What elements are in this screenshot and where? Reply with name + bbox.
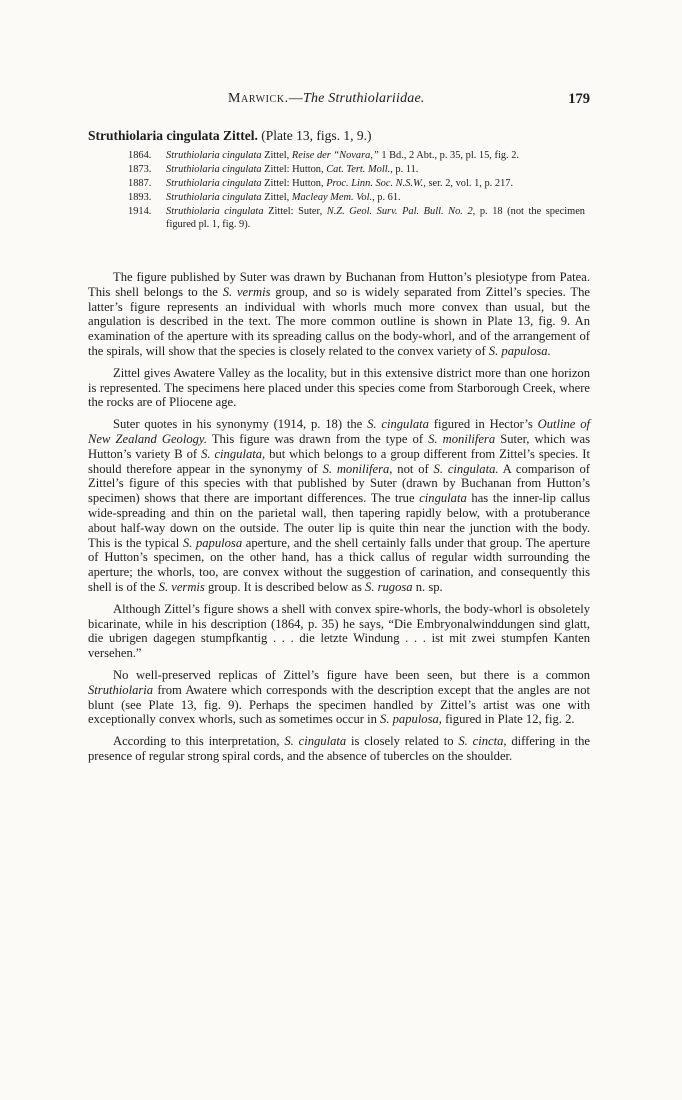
synonymy-year: 1873.	[128, 164, 152, 176]
taxon-name: S. vermis	[158, 579, 205, 594]
text-run: Zittel gives Awatere Valley as the locality, but in this extensive district more than one horizon is represented. The specimens here placed under this species come from Starborough Creek, where the rocks are of Pliocene age.	[88, 365, 590, 410]
header-journal-title: The Struthiolariidae.	[302, 91, 425, 106]
synonymy-citation	[166, 178, 585, 191]
text-run: According to this interpretation,	[113, 734, 285, 749]
body-text	[88, 270, 590, 771]
taxon-name: S. cincta,	[458, 734, 507, 749]
taxon-name: S. papulosa	[182, 535, 243, 550]
text-run: No well-preserved replicas of Zittel’s figure have been seen, but there is a common	[113, 667, 590, 682]
taxon-name: S. cingulata	[284, 734, 347, 749]
text-run: n. sp.	[412, 579, 443, 594]
synonymy-taxon: Struthiolaria cingulata	[166, 206, 264, 218]
text-run: The figure published by Suter was drawn by Buchanan from Hutton’s plesiotype from Patea. This shell belongs to the	[88, 270, 590, 299]
taxon-name: S. monilifera,	[322, 461, 393, 476]
synonymy-citation	[166, 206, 585, 231]
header-author: Marwick.	[228, 91, 289, 106]
synonymy-pages: ser. 2, vol. 1, p. 217.	[425, 178, 514, 190]
synonymy-taxon: Struthiolaria cingulata	[166, 164, 262, 176]
text-run: differing in the presence of regular strong spiral cords, and the absence of tubercles on the shoulder.	[88, 734, 591, 763]
synonymy-pages: p. 61.	[374, 192, 401, 204]
running-title	[228, 91, 425, 107]
text-run: aperture, and the shell certainly falls under that group. The aperture of Hutton’s specimen, on the other hand, has a thick callus of regular width surrounding the aperture; the whorls, too, are convex without the suggestion of carination, and consequently this shell is of the	[88, 535, 591, 594]
synonymy-year: 1887.	[128, 178, 152, 190]
text-run: but which belongs to a group different from Zittel’s species. It should therefore appear in the synonymy of	[88, 446, 590, 476]
page-number: 179	[568, 91, 590, 107]
synonymy-entry	[128, 150, 585, 163]
taxon-name: S. papulosa.	[488, 343, 551, 358]
book-title: Outline of New Zealand Geology.	[88, 417, 590, 446]
synonymy-entry	[128, 178, 585, 191]
synonymy-entry	[128, 206, 585, 231]
synonymy-entry	[128, 192, 585, 205]
synonymy-author: Zittel,	[261, 192, 292, 204]
synonymy-citation	[166, 192, 585, 205]
paragraph-zittel-description	[88, 602, 590, 661]
taxon-name: cingulata	[419, 491, 467, 506]
text-run: has the inner-lip callus wide-spreading and thin on the parietal wall, then tapering rapidly below, with a protuberance about half-way down on the outside. The outer lip is quite thin near the junction with the body. This is the typical	[88, 491, 590, 550]
taxon-name: S. cingulata.	[433, 461, 499, 476]
taxon-name: S. monilifera	[428, 431, 496, 446]
synonymy-pages: p. 18 (not the specimen figured pl. 1, fig. 9).	[166, 206, 585, 230]
paragraph-interpretation	[88, 734, 590, 764]
synonymy-year: 1893.	[128, 192, 152, 204]
species-heading	[88, 128, 590, 144]
text-run: group, and so is widely separated from Zittel’s species. The latter’s figure represents an individual with whorls much more convex than usual, but the angulation is described in the text. The more common outline is shown in Plate 13, fig. 9. An examination of the aperture with its spreading callus on the body-whorl, and of the arrangement of the spirals, will show that the species is closely related to the convex variety of	[88, 284, 590, 358]
synonymy-author: Zittel: Suter,	[263, 206, 327, 218]
synonymy-list	[128, 150, 585, 233]
text-run: A comparison of Zittel’s figure of this species with that published by Suter (drawn by Buchanan from Hutton’s specimen) shows that there are important differences. The true	[88, 461, 590, 506]
running-header	[88, 91, 590, 111]
synonymy-citation	[166, 164, 585, 177]
synonymy-pages: p. 11.	[392, 164, 419, 176]
synonymy-publication: Reise der “Novara,”	[291, 150, 379, 161]
synonymy-year: 1914.	[128, 206, 152, 218]
synonymy-author: Zittel,	[261, 150, 292, 161]
text-run: from Awatere which corresponds with the description except that the angles are not blunt (see Plate 13, fig. 9). Perhaps the specimen handled by Zittel’s artist was one with exceptionally convex whorls, such as sometimes occur in	[88, 682, 590, 727]
text-run: Suter quotes in his synonymy (1914, p. 18) the	[113, 417, 368, 432]
species-name: Struthiolaria cingulata Zittel.	[88, 128, 258, 143]
synonymy-publication: Macleay Mem. Vol.,	[291, 192, 375, 204]
text-run: not of	[392, 461, 434, 476]
text-run: This figure was drawn from the type of	[206, 431, 429, 446]
plate-reference: (Plate 13, figs. 1, 9.)	[261, 128, 372, 143]
synonymy-author: Zittel: Hutton,	[261, 164, 327, 176]
taxon-name: S. cingulata,	[201, 446, 266, 461]
synonymy-publication: Cat. Tert. Moll.,	[326, 164, 393, 176]
text-run: Although Zittel’s figure shows a shell with convex spire-whorls, the body-whorl is obsoletely bicarinate, while in his description (1864, p. 35) he says, “Die Embryonalwinddungen sind glatt, die ubrigen dagegen stumpfkantig . . . die letzte Windung . . . ist mit zwei stumpfen Kanten versehen.”	[88, 601, 590, 661]
synonymy-publication: N.Z. Geol. Surv. Pal. Bull. No. 2,	[326, 206, 476, 218]
synonymy-taxon: Struthiolaria cingulata	[166, 192, 262, 204]
synonymy-taxon: Struthiolaria cingulata	[166, 178, 262, 190]
header-dash: —	[288, 91, 303, 106]
taxon-name: S. vermis	[222, 284, 271, 299]
synonymy-pages: 1 Bd., 2 Abt., p. 35, pl. 15, fig. 2.	[378, 150, 520, 161]
text-run: figured in Plate 12, fig. 2.	[441, 712, 575, 727]
synonymy-publication: Proc. Linn. Soc. N.S.W.,	[326, 178, 426, 190]
text-run: is closely related to	[346, 734, 459, 749]
synonymy-entry	[128, 164, 585, 177]
taxon-name: S. cingulata	[367, 417, 429, 432]
taxon-name: Struthiolaria	[88, 682, 154, 697]
synonymy-author: Zittel: Hutton,	[261, 178, 327, 190]
text-run: Suter, which was Hutton’s variety B of	[88, 431, 590, 461]
synonymy-year: 1864.	[128, 150, 152, 161]
synonymy-citation	[166, 150, 585, 163]
synonymy-taxon: Struthiolaria cingulata	[166, 150, 262, 161]
taxon-name: S. papulosa,	[380, 712, 442, 727]
paragraph-replicas	[88, 668, 590, 727]
text-run: group. It is described below as	[204, 579, 366, 594]
paragraph-suter-figure	[88, 270, 590, 359]
paragraph-synonymy-discussion	[88, 417, 590, 595]
taxon-name: S. rugosa	[365, 579, 413, 594]
text-run: figured in Hector’s	[428, 417, 538, 432]
paragraph-locality	[88, 366, 590, 410]
